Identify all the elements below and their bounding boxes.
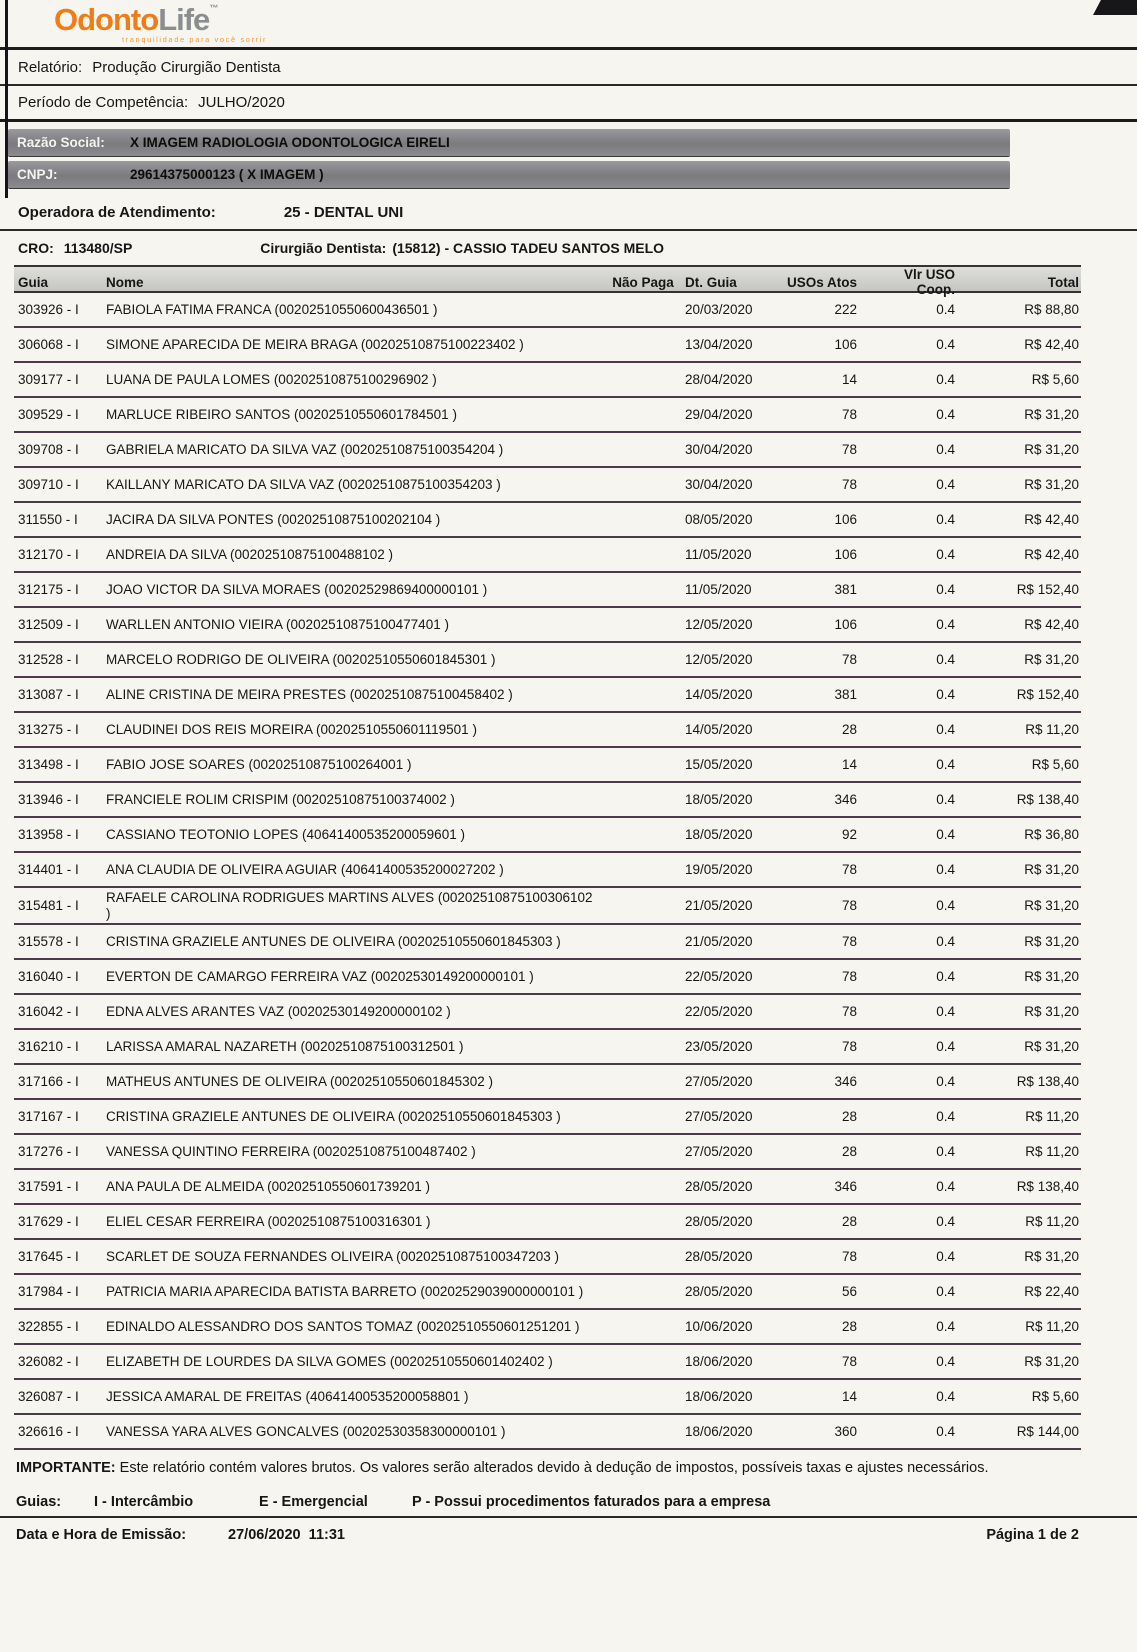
dt-guia-cell: 28/05/2020	[685, 1178, 753, 1194]
nome-cell: CRISTINA GRAZIELE ANTUNES DE OLIVEIRA (00202510550601845303 )	[106, 1108, 561, 1124]
table-row	[14, 1345, 1081, 1380]
table-row	[14, 433, 1081, 468]
usos-atos-cell: 106	[834, 546, 857, 562]
trademark-mark: ™	[209, 2, 218, 13]
dt-guia-cell: 10/06/2020	[685, 1318, 753, 1334]
usos-atos-cell: 381	[834, 686, 857, 702]
dt-guia-cell: 14/05/2020	[685, 721, 753, 737]
usos-atos-cell: 106	[834, 336, 857, 352]
total-cell: R$ 138,40	[1016, 1073, 1079, 1089]
usos-atos-cell: 346	[834, 791, 857, 807]
nome-cell: RAFAELE CAROLINA RODRIGUES MARTINS ALVES (00202510875100306102 )	[106, 890, 593, 921]
table-row	[14, 468, 1081, 503]
total-cell: R$ 144,00	[1016, 1423, 1079, 1439]
nome-cell: CLAUDINEI DOS REIS MOREIRA (00202510550601119501 )	[106, 721, 477, 737]
vlr-uso-cell: 0.4	[936, 721, 955, 737]
nome-cell: ALINE CRISTINA DE MEIRA PRESTES (00202510875100458402 )	[106, 686, 513, 702]
vlr-uso-cell: 0.4	[936, 1353, 955, 1369]
table-row	[14, 573, 1081, 608]
table-row	[14, 748, 1081, 783]
table-row	[14, 538, 1081, 573]
table-row	[14, 1240, 1081, 1275]
guia-cell: 326087 - I	[18, 1388, 79, 1404]
usos-atos-cell: 14	[841, 1388, 857, 1404]
guia-cell: 322855 - I	[18, 1318, 79, 1334]
guia-cell: 313958 - I	[18, 826, 79, 842]
col-header-nome: Nome	[106, 274, 144, 290]
cnpj-value: 29614375000123 ( X IMAGEM )	[130, 167, 324, 182]
nome-cell: EDINALDO ALESSANDRO DOS SANTOS TOMAZ (00202510550601251201 )	[106, 1318, 580, 1334]
usos-atos-cell: 28	[841, 721, 857, 737]
vlr-uso-cell: 0.4	[936, 897, 955, 913]
usos-atos-cell: 346	[834, 1073, 857, 1089]
table-row	[14, 328, 1081, 363]
cro-label: CRO:	[18, 240, 54, 256]
operator-value: 25 - DENTAL UNI	[283, 203, 404, 221]
table-row	[14, 1135, 1081, 1170]
dentist-label: Cirurgião Dentista:	[260, 240, 387, 256]
vlr-uso-cell: 0.4	[936, 968, 955, 984]
guia-cell: 312528 - I	[18, 651, 79, 667]
nome-cell: MATHEUS ANTUNES DE OLIVEIRA (00202510550601845302 )	[106, 1073, 493, 1089]
table-row	[14, 1065, 1081, 1100]
usos-atos-cell: 78	[841, 861, 857, 877]
usos-atos-cell: 106	[834, 511, 857, 527]
report-value: Produção Cirurgião Dentista	[92, 58, 281, 76]
guia-cell: 313946 - I	[18, 791, 79, 807]
nome-cell: MARCELO RODRIGO DE OLIVEIRA (00202510550601845301 )	[106, 651, 496, 667]
logo-strip	[0, 0, 1137, 50]
guia-cell: 317984 - I	[18, 1283, 79, 1299]
col-header-nao-paga: Não Paga	[612, 274, 674, 290]
nome-cell: ELIEL CESAR FERREIRA (00202510875100316301 )	[106, 1213, 431, 1229]
table-row	[14, 293, 1081, 328]
vlr-uso-cell: 0.4	[936, 1143, 955, 1159]
total-cell: R$ 138,40	[1016, 791, 1079, 807]
dt-guia-cell: 11/05/2020	[685, 581, 752, 597]
guia-cell: 316042 - I	[18, 1003, 79, 1019]
table-row	[14, 925, 1081, 960]
dt-guia-cell: 12/05/2020	[685, 616, 753, 632]
total-cell: R$ 11,20	[1025, 721, 1079, 737]
nome-cell: LARISSA AMARAL NAZARETH (00202510875100312501 )	[106, 1038, 464, 1054]
table-row	[14, 853, 1081, 888]
vlr-uso-cell: 0.4	[936, 756, 955, 772]
vlr-uso-cell: 0.4	[936, 1248, 955, 1264]
guia-cell: 316040 - I	[18, 968, 79, 984]
important-note	[16, 1459, 1089, 1479]
nome-cell: ANA CLAUDIA DE OLIVEIRA AGUIAR (40641400535200027202 )	[106, 861, 504, 877]
guia-cell: 303926 - I	[18, 301, 79, 317]
guia-cell: 309177 - I	[18, 371, 79, 387]
table-row	[14, 398, 1081, 433]
company-section	[0, 122, 1137, 195]
vlr-uso-cell: 0.4	[936, 476, 955, 492]
guia-emergencial: E - Emergencial	[259, 1493, 368, 1510]
table-row	[14, 1170, 1081, 1205]
vlr-uso-cell: 0.4	[936, 1073, 955, 1089]
vlr-uso-cell: 0.4	[936, 791, 955, 807]
cnpj-label: CNPJ:	[17, 167, 58, 182]
table-row	[14, 1310, 1081, 1345]
total-cell: R$ 42,40	[1024, 511, 1079, 527]
total-cell: R$ 31,20	[1024, 406, 1079, 422]
dt-guia-cell: 27/05/2020	[685, 1073, 753, 1089]
guia-cell: 309708 - I	[18, 441, 79, 457]
usos-atos-cell: 78	[841, 1353, 857, 1369]
guia-cell: 313498 - I	[18, 756, 79, 772]
usos-atos-cell: 92	[841, 826, 857, 842]
logo-tagline: tranquilidade para você sorrir	[122, 34, 268, 44]
dt-guia-cell: 18/05/2020	[685, 791, 753, 807]
cro-value: 113480/SP	[63, 240, 133, 256]
total-cell: R$ 5,60	[1031, 1388, 1079, 1404]
usos-atos-cell: 346	[834, 1178, 857, 1194]
dt-guia-cell: 18/06/2020	[685, 1388, 753, 1404]
table-row	[14, 1415, 1081, 1450]
table-row	[14, 643, 1081, 678]
nome-cell: JESSICA AMARAL DE FREITAS (40641400535200058801 )	[106, 1388, 469, 1404]
operator-label: Operadora de Atendimento:	[18, 203, 216, 221]
vlr-uso-cell: 0.4	[936, 1178, 955, 1194]
logo-life-text: Life	[158, 1, 210, 37]
dt-guia-cell: 27/05/2020	[685, 1143, 753, 1159]
guia-possui-procedimentos: P - Possui procedimentos faturados para a empresa	[412, 1493, 771, 1510]
usos-atos-cell: 78	[841, 933, 857, 949]
usos-atos-cell: 14	[841, 371, 857, 387]
guia-cell: 311550 - I	[18, 511, 78, 527]
total-cell: R$ 11,20	[1025, 1318, 1079, 1334]
dt-guia-cell: 18/05/2020	[685, 826, 753, 842]
vlr-uso-cell: 0.4	[936, 651, 955, 667]
usos-atos-cell: 222	[834, 301, 857, 317]
total-cell: R$ 31,20	[1024, 476, 1079, 492]
nome-cell: FABIOLA FATIMA FRANCA (00202510550600436501 )	[106, 301, 438, 317]
table-row	[14, 995, 1081, 1030]
nome-cell: JOAO VICTOR DA SILVA MORAES (00202529869400000101 )	[106, 581, 488, 597]
razao-social-label: Razão Social:	[17, 135, 105, 150]
dentist-row	[0, 231, 1137, 265]
usos-atos-cell: 78	[841, 968, 857, 984]
total-cell: R$ 11,20	[1025, 1213, 1079, 1229]
dt-guia-cell: 15/05/2020	[685, 756, 753, 772]
vlr-uso-cell: 0.4	[936, 826, 955, 842]
total-cell: R$ 138,40	[1016, 1178, 1079, 1194]
table-row	[14, 363, 1081, 398]
total-cell: R$ 31,20	[1024, 968, 1079, 984]
period-row	[0, 86, 1137, 122]
dt-guia-cell: 30/04/2020	[685, 441, 753, 457]
report-label: Relatório:	[18, 58, 83, 76]
dt-guia-cell: 23/05/2020	[685, 1038, 753, 1054]
dt-guia-cell: 21/05/2020	[685, 933, 753, 949]
dt-guia-cell: 18/06/2020	[685, 1353, 753, 1369]
guia-cell: 317629 - I	[18, 1213, 79, 1229]
usos-atos-cell: 28	[841, 1318, 857, 1334]
usos-atos-cell: 78	[841, 1248, 857, 1264]
usos-atos-cell: 78	[841, 897, 857, 913]
guia-cell: 312170 - I	[18, 546, 79, 562]
nome-cell: FRANCIELE ROLIM CRISPIM (00202510875100374002 )	[106, 791, 455, 807]
dentist-value: (15812) - CASSIO TADEU SANTOS MELO	[392, 240, 665, 256]
total-cell: R$ 36,80	[1024, 826, 1079, 842]
total-cell: R$ 152,40	[1016, 581, 1079, 597]
col-header-usos-atos: USOs Atos	[786, 274, 857, 290]
emission-row	[0, 1518, 1137, 1543]
vlr-uso-cell: 0.4	[936, 1038, 955, 1054]
vlr-uso-cell: 0.4	[936, 406, 955, 422]
guia-cell: 309710 - I	[18, 476, 79, 492]
total-cell: R$ 31,20	[1024, 1003, 1079, 1019]
vlr-uso-cell: 0.4	[936, 301, 955, 317]
total-cell: R$ 5,60	[1031, 756, 1079, 772]
emission-value: 27/06/2020 11:31	[228, 1526, 345, 1543]
usos-atos-cell: 106	[834, 616, 857, 632]
logo-odonto-text: Odonto	[54, 1, 159, 37]
nome-cell: JACIRA DA SILVA PONTES (00202510875100202104 )	[106, 511, 441, 527]
guias-label: Guias:	[16, 1493, 62, 1510]
dt-guia-cell: 28/05/2020	[685, 1213, 753, 1229]
nome-cell: EVERTON DE CAMARGO FERREIRA VAZ (00202530149200000101 )	[106, 968, 534, 984]
nome-cell: VANESSA YARA ALVES GONCALVES (00202530358300000101 )	[106, 1423, 506, 1439]
guia-cell: 313275 - I	[18, 721, 79, 737]
usos-atos-cell: 78	[841, 476, 857, 492]
dt-guia-cell: 28/04/2020	[685, 371, 753, 387]
guia-cell: 317276 - I	[18, 1143, 79, 1159]
guia-cell: 326082 - I	[18, 1353, 79, 1369]
razao-social-value: X IMAGEM RADIOLOGIA ODONTOLOGICA EIRELI	[130, 135, 450, 150]
guia-cell: 317591 - I	[18, 1178, 79, 1194]
nome-cell: VANESSA QUINTINO FERREIRA (00202510875100487402 )	[106, 1143, 476, 1159]
usos-atos-cell: 78	[841, 1003, 857, 1019]
important-text: Este relatório contém valores brutos. Os valores serão alterados devido à dedução de impostos, possíveis taxas e ajustes necessários.	[115, 1460, 989, 1477]
dt-guia-cell: 12/05/2020	[685, 651, 753, 667]
vlr-uso-cell: 0.4	[936, 861, 955, 877]
table-row	[14, 503, 1081, 538]
dt-guia-cell: 22/05/2020	[685, 968, 753, 984]
usos-atos-cell: 14	[841, 756, 857, 772]
vlr-uso-cell: 0.4	[936, 441, 955, 457]
total-cell: R$ 42,40	[1024, 616, 1079, 632]
usos-atos-cell: 28	[841, 1108, 857, 1124]
total-cell: R$ 11,20	[1025, 1108, 1079, 1124]
dt-guia-cell: 18/06/2020	[685, 1423, 753, 1439]
usos-atos-cell: 360	[834, 1423, 857, 1439]
total-cell: R$ 88,80	[1024, 301, 1079, 317]
col-header-guia: Guia	[18, 274, 49, 290]
guia-cell: 309529 - I	[18, 406, 79, 422]
usos-atos-cell: 78	[841, 1038, 857, 1054]
usos-atos-cell: 78	[841, 441, 857, 457]
nome-cell: PATRICIA MARIA APARECIDA BATISTA BARRETO (00202529039000000101 )	[106, 1283, 584, 1299]
table-row	[14, 783, 1081, 818]
vlr-uso-cell: 0.4	[936, 1003, 955, 1019]
total-cell: R$ 31,20	[1024, 1248, 1079, 1264]
nome-cell: WARLLEN ANTONIO VIEIRA (00202510875100477401 )	[106, 616, 449, 632]
dt-guia-cell: 20/03/2020	[685, 301, 753, 317]
guia-cell: 317166 - I	[18, 1073, 79, 1089]
total-cell: R$ 31,20	[1024, 441, 1079, 457]
table-row	[14, 888, 1081, 925]
table-body	[0, 293, 1137, 1450]
report-title-row	[0, 50, 1137, 86]
guia-cell: 306068 - I	[18, 336, 79, 352]
total-cell: R$ 31,20	[1024, 861, 1079, 877]
cnpj-bar	[8, 161, 1010, 188]
vlr-uso-cell: 0.4	[936, 371, 955, 387]
nome-cell: GABRIELA MARICATO DA SILVA VAZ (00202510875100354204 )	[106, 441, 504, 457]
table-row	[14, 678, 1081, 713]
total-cell: R$ 31,20	[1024, 1353, 1079, 1369]
total-cell: R$ 31,20	[1024, 933, 1079, 949]
col-header-vlr-uso: Vlr USO Coop.	[903, 267, 955, 297]
dt-guia-cell: 08/05/2020	[685, 511, 753, 527]
total-cell: R$ 5,60	[1031, 371, 1079, 387]
guia-cell: 315578 - I	[18, 933, 79, 949]
total-cell: R$ 42,40	[1024, 546, 1079, 562]
vlr-uso-cell: 0.4	[936, 1318, 955, 1334]
logo-wordmark	[54, 1, 267, 37]
vlr-uso-cell: 0.4	[936, 1423, 955, 1439]
dt-guia-cell: 14/05/2020	[685, 686, 753, 702]
nome-cell: ELIZABETH DE LOURDES DA SILVA GOMES (00202510550601402402 )	[106, 1353, 553, 1369]
nome-cell: FABIO JOSE SOARES (00202510875100264001 )	[106, 756, 412, 772]
nome-cell: LUANA DE PAULA LOMES (00202510875100296902 )	[106, 371, 437, 387]
guia-cell: 312175 - I	[18, 581, 79, 597]
important-label: IMPORTANTE:	[16, 1460, 116, 1477]
col-header-dt-guia: Dt. Guia	[685, 274, 737, 290]
table-row	[14, 713, 1081, 748]
vlr-uso-cell: 0.4	[936, 1213, 955, 1229]
vlr-uso-cell: 0.4	[936, 1388, 955, 1404]
guia-cell: 314401 - I	[18, 861, 79, 877]
dt-guia-cell: 21/05/2020	[685, 897, 753, 913]
table-row	[14, 1275, 1081, 1310]
nome-cell: ANA PAULA DE ALMEIDA (00202510550601739201 )	[106, 1178, 430, 1194]
dt-guia-cell: 29/04/2020	[685, 406, 753, 422]
vlr-uso-cell: 0.4	[936, 933, 955, 949]
usos-atos-cell: 56	[841, 1283, 857, 1299]
table-row	[14, 1100, 1081, 1135]
table-header	[14, 265, 1081, 297]
dt-guia-cell: 27/05/2020	[685, 1108, 753, 1124]
nome-cell: CRISTINA GRAZIELE ANTUNES DE OLIVEIRA (00202510550601845303 )	[106, 933, 561, 949]
usos-atos-cell: 381	[834, 581, 857, 597]
table-row	[14, 1205, 1081, 1240]
total-cell: R$ 11,20	[1025, 1143, 1079, 1159]
table-row	[14, 960, 1081, 995]
total-cell: R$ 31,20	[1024, 1038, 1079, 1054]
nome-cell: EDNA ALVES ARANTES VAZ (00202530149200000102 )	[106, 1003, 451, 1019]
nome-cell: KAILLANY MARICATO DA SILVA VAZ (00202510875100354203 )	[106, 476, 501, 492]
vlr-uso-cell: 0.4	[936, 686, 955, 702]
guia-cell: 317167 - I	[18, 1108, 79, 1124]
vlr-uso-cell: 0.4	[936, 336, 955, 352]
table-row	[14, 818, 1081, 853]
dt-guia-cell: 22/05/2020	[685, 1003, 753, 1019]
guia-cell: 315481 - I	[18, 897, 79, 913]
nome-cell: SIMONE APARECIDA DE MEIRA BRAGA (00202510875100223402 )	[106, 336, 524, 352]
dt-guia-cell: 30/04/2020	[685, 476, 753, 492]
operator-row	[0, 195, 1137, 231]
period-value: JULHO/2020	[198, 94, 285, 111]
total-cell: R$ 152,40	[1016, 686, 1079, 702]
guia-cell: 312509 - I	[18, 616, 79, 632]
vlr-uso-cell: 0.4	[936, 511, 955, 527]
guia-cell: 316210 - I	[18, 1038, 79, 1054]
total-cell: R$ 42,40	[1024, 336, 1079, 352]
scan-artifact-left	[5, 0, 8, 198]
dt-guia-cell: 13/04/2020	[685, 336, 753, 352]
period-label: Período de Competência:	[18, 94, 189, 111]
usos-atos-cell: 28	[841, 1143, 857, 1159]
nome-cell: SCARLET DE SOUZA FERNANDES OLIVEIRA (00202510875100347203 )	[106, 1248, 559, 1264]
guia-intercambio: I - Intercâmbio	[94, 1493, 194, 1510]
vlr-uso-cell: 0.4	[936, 581, 955, 597]
nome-cell: CASSIANO TEOTONIO LOPES (40641400535200059601 )	[106, 826, 465, 842]
page-number: Página 1 de 2	[986, 1526, 1079, 1543]
dt-guia-cell: 28/05/2020	[685, 1283, 753, 1299]
guia-cell: 313087 - I	[18, 686, 79, 702]
emission-label: Data e Hora de Emissão:	[16, 1526, 187, 1543]
total-cell: R$ 22,40	[1024, 1283, 1079, 1299]
guia-cell: 317645 - I	[18, 1248, 79, 1264]
usos-atos-cell: 28	[841, 1213, 857, 1229]
vlr-uso-cell: 0.4	[936, 616, 955, 632]
emission-left	[16, 1527, 345, 1543]
nome-cell: MARLUCE RIBEIRO SANTOS (00202510550601784501 )	[106, 406, 457, 422]
guias-legend	[0, 1488, 1137, 1518]
vlr-uso-cell: 0.4	[936, 1108, 955, 1124]
nome-cell: ANDREIA DA SILVA (00202510875100488102 )	[106, 546, 393, 562]
odontolife-logo	[54, 1, 268, 44]
col-header-total: Total	[1047, 274, 1079, 290]
total-cell: R$ 31,20	[1024, 897, 1079, 913]
vlr-uso-cell: 0.4	[936, 1283, 955, 1299]
table-row	[14, 1030, 1081, 1065]
guia-cell: 326616 - I	[18, 1423, 79, 1439]
vlr-uso-cell: 0.4	[936, 546, 955, 562]
razao-social-bar	[8, 129, 1010, 156]
usos-atos-cell: 78	[841, 651, 857, 667]
usos-atos-cell: 78	[841, 406, 857, 422]
table-row	[14, 608, 1081, 643]
table-row	[14, 1380, 1081, 1415]
dt-guia-cell: 11/05/2020	[685, 546, 752, 562]
dt-guia-cell: 19/05/2020	[685, 861, 753, 877]
dt-guia-cell: 28/05/2020	[685, 1248, 753, 1264]
total-cell: R$ 31,20	[1024, 651, 1079, 667]
